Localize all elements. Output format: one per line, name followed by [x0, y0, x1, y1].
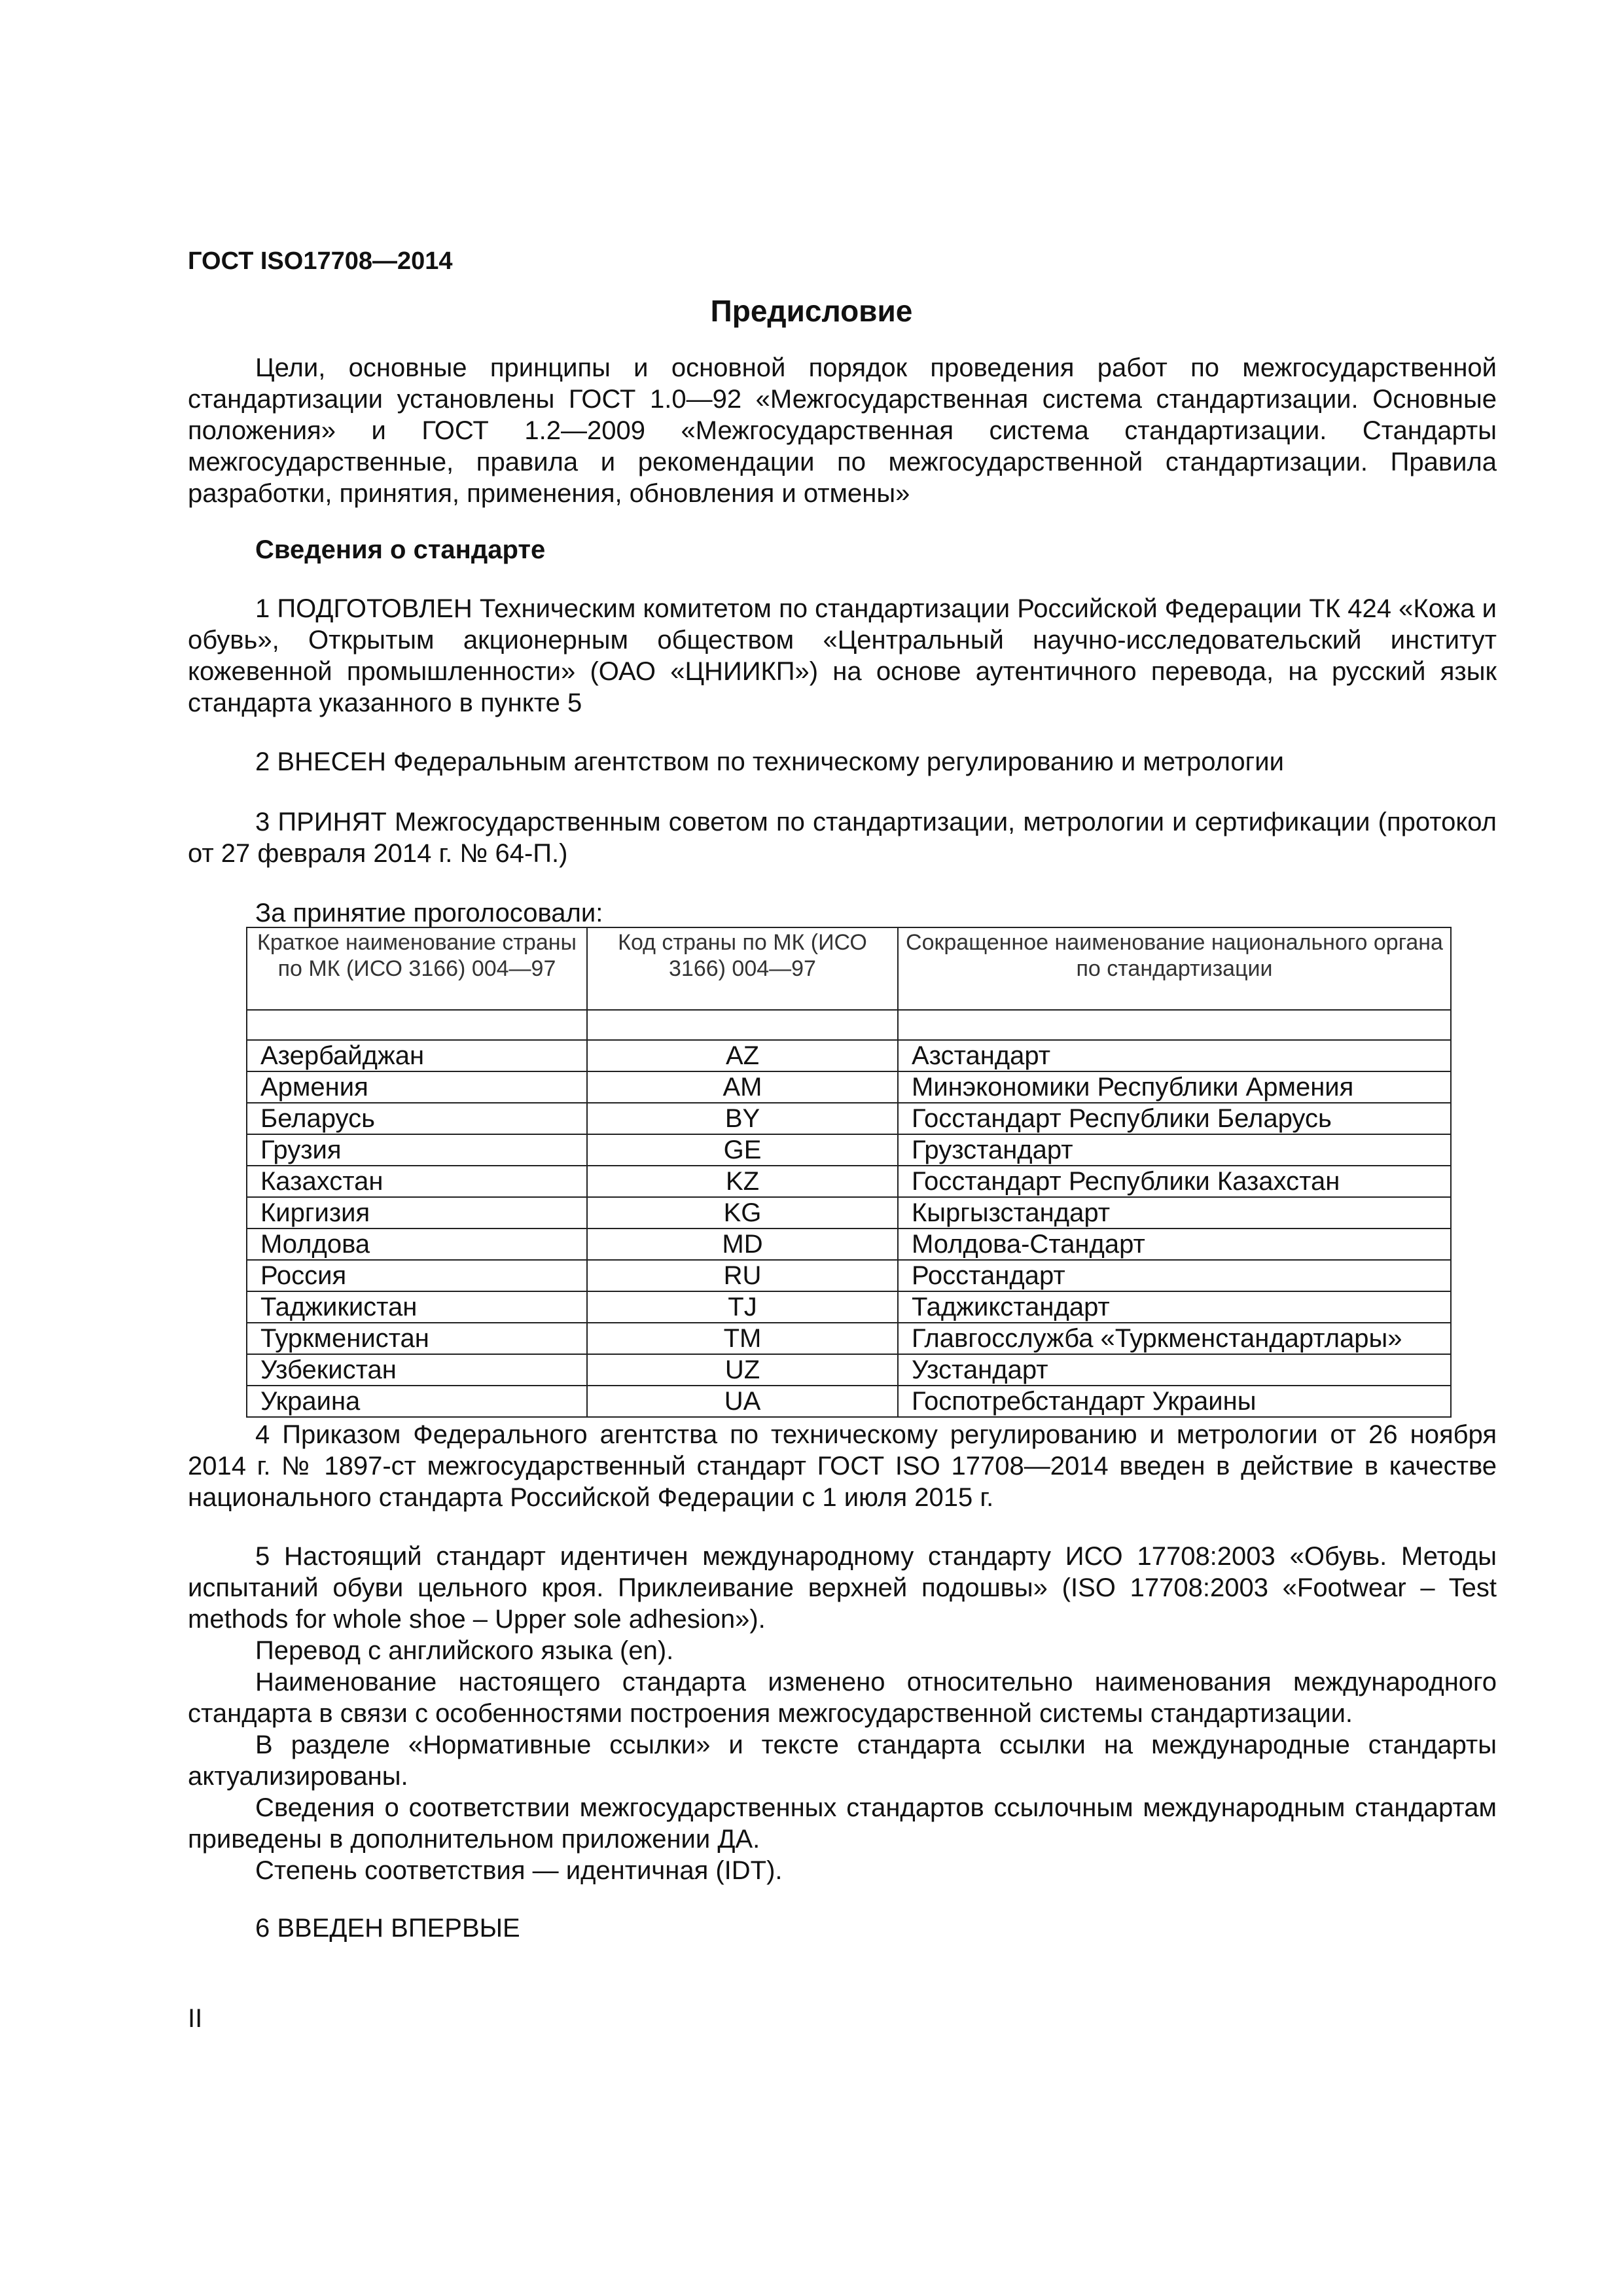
code-cell: RU [587, 1260, 898, 1291]
country-cell: Грузия [247, 1134, 587, 1166]
body-cell: Госстандарт Республики Беларусь [898, 1103, 1451, 1134]
body-cell: Госпотребстандарт Украины [898, 1386, 1451, 1417]
country-cell: Украина [247, 1386, 587, 1417]
table-row [247, 1197, 1451, 1229]
table-row [247, 1134, 1451, 1166]
body-cell: Узстандарт [898, 1354, 1451, 1386]
table-row [247, 1040, 1451, 1071]
code-cell: AZ [587, 1040, 898, 1071]
body-cell: Минэкономики Республики Армения [898, 1071, 1451, 1103]
table-row [247, 1354, 1451, 1386]
body-cell: Грузстандарт [898, 1134, 1451, 1166]
annex-note: Сведения о соответствии межгосударственных стандартов ссылочным международным стандартам приведены в дополнительном приложении ДА. [188, 1793, 1497, 1854]
code-cell: UZ [587, 1354, 898, 1386]
page-number: II [188, 2004, 203, 2033]
country-cell: Россия [247, 1260, 587, 1291]
table-row [247, 1166, 1451, 1197]
country-cell: Туркменистан [247, 1323, 587, 1354]
references-note: В разделе «Нормативные ссылки» и тексте стандарта ссылки на международные стандарты актуализированы. [188, 1731, 1497, 1791]
table-row [247, 1323, 1451, 1354]
table-header-row [247, 927, 1451, 1010]
item-5-paragraph: 5 Настоящий стандарт идентичен международному стандарту ИСО 17708:2003 «Обувь. Методы испытаний обуви цельного кроя. Приклеивание верхней подошвы» (ISO 17708:2003 «Footwear – Test methods for whole shoe – Upper sole adhesion»). [188, 1542, 1497, 1634]
body-cell: Госстандарт Республики Казахстан [898, 1166, 1451, 1197]
item-3-paragraph: 3 ПРИНЯТ Межгосударственным советом по стандартизации, метрологии и сертификации (протокол от 27 февраля 2014 г. № 64-П.) [188, 808, 1497, 868]
table-row [247, 1229, 1451, 1260]
intro-paragraph: Цели, основные принципы и основной порядок проведения работ по межгосударственной стандартизации установлены ГОСТ 1.0—92 «Межгосударственная система стандартизации. Основные положения» и ГОСТ 1.2—2009 «Межгосударственная система стандартизации. Стандарты межгосударственные, правила и рекомендации по межгосударственной стандартизации. Правила разработки, принятия, применения, обновления и отмены» [188, 353, 1497, 508]
code-cell: GE [587, 1134, 898, 1166]
code-cell: BY [587, 1103, 898, 1134]
item-2-paragraph: 2 ВНЕСЕН Федеральным агентством по техническому регулированию и метрологии [255, 747, 1284, 776]
code-cell: UA [587, 1386, 898, 1417]
code-cell: MD [587, 1229, 898, 1260]
column-header-body: Сокращенное наименование национального органа по стандартизации [898, 927, 1451, 1010]
country-cell: Узбекистан [247, 1354, 587, 1386]
translation-note: Перевод с английского языка (en). [255, 1636, 674, 1665]
code-cell: KG [587, 1197, 898, 1229]
name-change-note: Наименование настоящего стандарта изменено относительно наименования международного стандарта в связи с особенностями построения межгосударственной системы стандартизации. [188, 1668, 1497, 1728]
column-header-code: Код страны по МК (ИСО 3166) 004—97 [587, 927, 898, 1010]
page-title: Предисловие [710, 294, 913, 328]
country-cell: Беларусь [247, 1103, 587, 1134]
table-row [247, 1260, 1451, 1291]
vote-label: За принятие проголосовали: [255, 899, 603, 927]
country-cell: Казахстан [247, 1166, 587, 1197]
document-code: ГОСТ ISO17708—2014 [188, 247, 453, 275]
country-cell: Молдова [247, 1229, 587, 1260]
body-cell: Росстандарт [898, 1260, 1451, 1291]
item-4-paragraph: 4 Приказом Федерального агентства по техническому регулированию и метрологии от 26 ноября 2014 г. № 1897-ст межгосударственный стандарт ГОСТ ISO 17708—2014 введен в действие в качестве национального стандарта Российской Федерации с 1 июля 2015 г. [188, 1420, 1497, 1512]
country-cell: Армения [247, 1071, 587, 1103]
section-heading: Сведения о стандарте [255, 535, 546, 564]
conformity-degree: Степень соответствия — идентичная (IDT). [255, 1856, 783, 1885]
body-cell: Главгосслужба «Туркменстандартлары» [898, 1323, 1451, 1354]
table-row [247, 1386, 1451, 1417]
body-cell: Кыргызстандарт [898, 1197, 1451, 1229]
item-1-paragraph: 1 ПОДГОТОВЛЕН Техническим комитетом по стандартизации Российской Федерации ТК 424 «Кожа и обувь», Открытым акционерным обществом «Центральный научно-исследовательский институт кожевенной промышленности» (ОАО «ЦНИИКП») на основе аутентичного перевода, на русский язык стандарта указанного в пункте 5 [188, 594, 1497, 717]
table-row [247, 1071, 1451, 1103]
table-row [247, 1103, 1451, 1134]
country-cell: Таджикистан [247, 1291, 587, 1323]
code-cell: TM [587, 1323, 898, 1354]
body-cell: Таджикстандарт [898, 1291, 1451, 1323]
code-cell: KZ [587, 1166, 898, 1197]
item-6-paragraph: 6 ВВЕДЕН ВПЕРВЫЕ [255, 1914, 520, 1943]
country-cell: Азербайджан [247, 1040, 587, 1071]
body-cell: Молдова-Стандарт [898, 1229, 1451, 1260]
table-header-gap [247, 1010, 1451, 1040]
code-cell: AM [587, 1071, 898, 1103]
code-cell: TJ [587, 1291, 898, 1323]
voting-countries-table [246, 927, 1452, 1418]
country-cell: Киргизия [247, 1197, 587, 1229]
table-row [247, 1291, 1451, 1323]
body-cell: Азстандарт [898, 1040, 1451, 1071]
column-header-country: Краткое наименование страны по МК (ИСО 3166) 004—97 [247, 927, 587, 1010]
